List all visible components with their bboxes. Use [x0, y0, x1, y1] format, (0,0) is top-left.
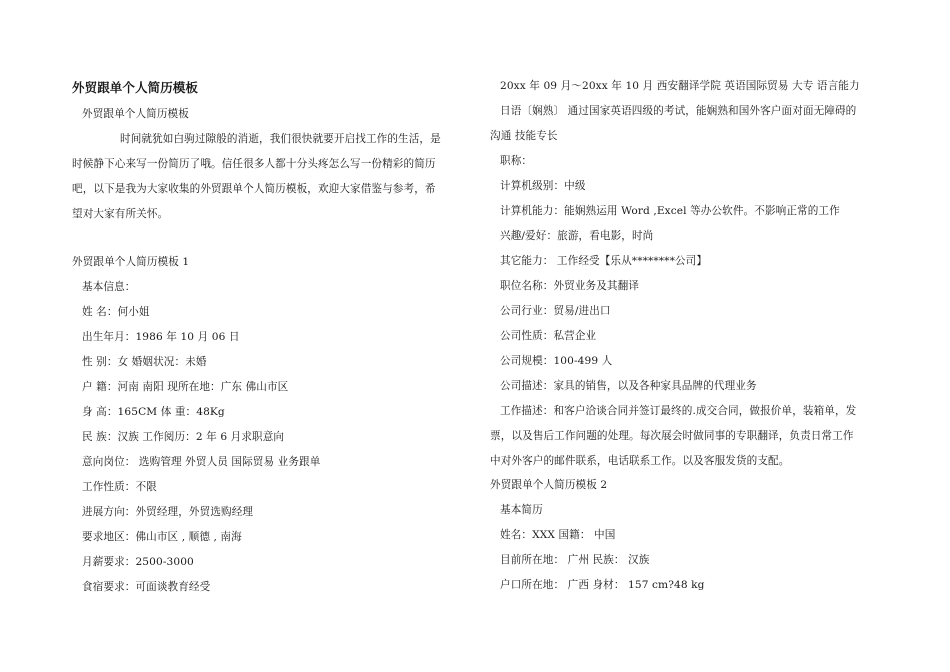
intro-line: 吧，以下是我为大家收集的外贸跟单个人简历模板，欢迎大家借鉴与参考，希 — [72, 183, 436, 195]
resume-line: 公司行业：贸易/进出口 — [500, 305, 611, 317]
resume-line: 公司性质：私营企业 — [500, 330, 597, 342]
resume-line: 其它能力： 工作经受【乐从********公司】 — [500, 255, 708, 267]
resume-line: 职称： — [500, 155, 533, 167]
resume-line: 进展方向：外贸经理，外贸选购经理 — [82, 506, 254, 518]
resume-line: 兴趣/爱好：旅游，看电影，时尚 — [500, 230, 654, 242]
resume-line: 日语〔娴熟〕 通过国家英语四级的考试，能娴熟和国外客户面对面无障碍的 — [500, 105, 857, 117]
resume-line: 出生年月：1986 年 10 月 06 日 — [82, 331, 240, 343]
resume-line: 计算机级别：中级 — [500, 180, 586, 192]
document-subtitle: 外贸跟单个人简历模板 — [82, 108, 189, 120]
resume-line: 票，以及售后工作问题的处理。每次展会时做同事的专职翻译，负责日常工作 — [490, 430, 854, 442]
resume-line: 中对外客户的邮件联系，电话联系工作。以及客服发货的支配。 — [490, 455, 790, 467]
resume-line: 姓 名：何小姐 — [82, 306, 150, 318]
resume-line: 姓名：XXX 国籍： 中国 — [500, 529, 616, 541]
resume-line: 基本信息： — [82, 281, 136, 293]
resume-line: 沟通 技能专长 — [490, 130, 558, 142]
resume-line: 性 别：女 婚姻状况：未婚 — [82, 356, 207, 368]
resume-line: 民 族：汉族 工作阅历：2 年 6 月求职意向 — [82, 431, 285, 443]
resume-line: 职位名称：外贸业务及其翻译 — [500, 280, 640, 292]
resume-line: 计算机能力：能娴熟运用 Word ,Excel 等办公软件。不影响正常的工作 — [500, 205, 840, 217]
resume-line: 食宿要求：可面谈教育经受 — [82, 581, 211, 593]
intro-line: 时候静下心来写一份简历了哦。信任很多人都十分头疼怎么写一份精彩的简历 — [72, 158, 436, 170]
intro-line: 望对大家有所关怀。 — [72, 208, 169, 220]
resume-line: 要求地区：佛山市区 , 顺德 , 南海 — [82, 531, 242, 543]
intro-line: 时间就犹如白驹过隙般的消逝，我们很快就要开启找工作的生活，是 — [120, 133, 441, 145]
resume-line: 公司描述：家具的销售，以及各种家具品牌的代理业务 — [500, 380, 757, 392]
resume-line: 月薪要求：2500-3000 — [82, 556, 194, 568]
resume-line: 工作描述：和客户洽谈合同并签订最终的.成交合同，做报价单，装箱单，发 — [500, 405, 857, 417]
resume-line: 户 籍：河南 南阳 现所在地：广东 佛山市区 — [82, 381, 289, 393]
resume-line: 基本简历 — [500, 504, 543, 516]
resume-line: 意向岗位： 选购管理 外贸人员 国际贸易 业务跟单 — [82, 456, 321, 468]
section-heading: 外贸跟单个人简历模板 2 — [490, 479, 608, 491]
resume-line: 目前所在地： 广州 民族： 汉族 — [500, 554, 650, 566]
resume-line: 工作性质：不限 — [82, 481, 157, 493]
section-heading: 外贸跟单个人简历模板 1 — [72, 256, 190, 268]
resume-line: 20xx 年 09 月～20xx 年 10 月 西安翻译学院 英语国际贸易 大专 语言能力 — [500, 80, 860, 92]
document-title: 外贸跟单个人简历模板 — [72, 80, 199, 95]
resume-line: 身 高：165CM 体 重：48Kg — [82, 406, 225, 418]
resume-line: 户口所在地： 广西 身材： 157 cm?48 kg — [500, 579, 705, 591]
resume-line: 公司规模：100-499 人 — [500, 355, 613, 367]
